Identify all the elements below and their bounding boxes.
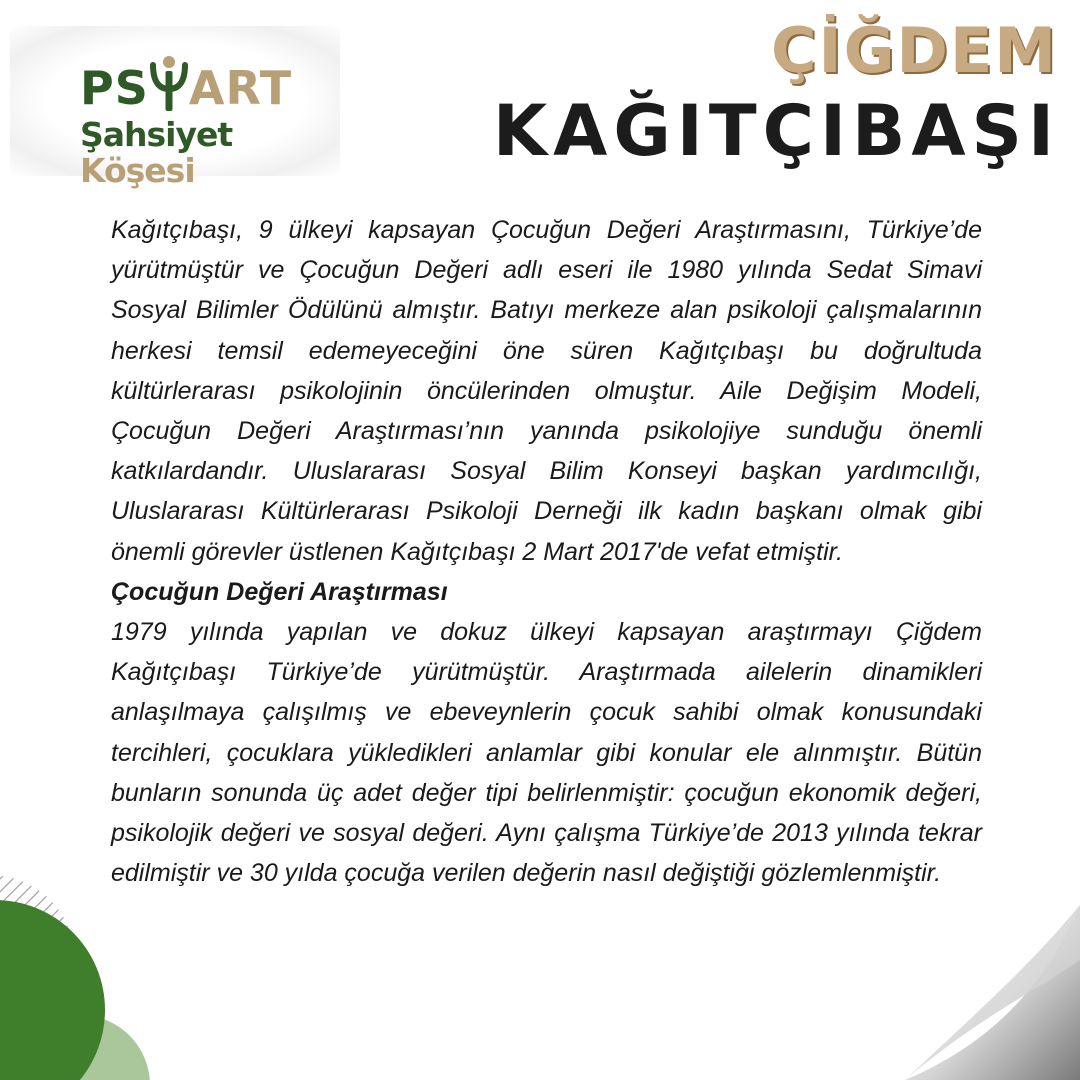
logo-wordmark [80, 45, 310, 115]
dark-green-circle [0, 900, 105, 1080]
paragraph-biography: Kağıtçıbaşı, 9 ülkeyi kapsayan Çocuğun Değeri Araştırmasını, Türkiye’de yürütmüştür ve Çocuğun Değeri adlı eseri ile 1980 yılında Sedat Simavi Sosyal Bilimler Ödülünü almıştır. Batıyı merkeze alan psikoloji çalışmalarının herkesi temsil edemeyeceğini öne süren Kağıtçıbaşı bu doğrultuda kültürlerarası psikolojinin öncülerinden olmuştur. Aile Değişim Modeli, Çocuğun Değeri Araştırması’nın yanında psikolojiye sunduğu önemli katkılardandır. Uluslararası Sosyal Bilim Konseyi başkan yardımcılığı, Uluslararası Kültürlerarası Psikoloji Derneği ilk kadın başkanı olmak gibi önemli görevler üstlenen Kağıtçıbaşı 2 Mart 2017'de vefat etmiştir. [111, 216, 982, 566]
title-first-name: ÇİĞDEM [771, 14, 1058, 87]
section-subheading: Çocuğun Değeri Araştırması [111, 577, 448, 606]
light-green-circle [10, 1015, 150, 1080]
psi-figure-icon [150, 53, 188, 111]
paragraph-research: 1979 yılında yapılan ve dokuz ülkeyi kapsayan araştırmayı Çiğdem Kağıtçıbaşı Türkiye’de yürütmüştür. Araştırmada ailelerin dinamikleri anlaşılmaya çalışılmış ve ebeveynlerin çocuk sahibi olmak konusundaki tercihleri, çocuklara yükledikleri anlamlar gibi konular ele alınmıştır. Bütün bunların sonunda üç adet değer tipi belirlenmiştir: çocuğun ekonomik değeri, psikolojik değeri ve sosyal değeri. Aynı çalışma Türkiye’de 2013 yılında tekrar edilmiştir ve 30 yılda çocuğa verilen değerin nasıl değiştiği gözlemlenmiştir. [111, 618, 982, 888]
logo-brand-left: PS [80, 61, 149, 115]
article-body [111, 210, 982, 893]
logo-brand-right: ART [188, 61, 293, 115]
logo-subtitle [80, 117, 310, 190]
logo-subtitle-part2: Köşesi [80, 151, 195, 191]
logo-subtitle-part1: Şahsiyet [80, 115, 233, 154]
hatch-pattern [0, 860, 100, 1060]
title-last-name: KAĞITÇIBAŞI [492, 90, 1060, 172]
psyart-logo [80, 45, 310, 190]
page-curl [905, 905, 1080, 1080]
